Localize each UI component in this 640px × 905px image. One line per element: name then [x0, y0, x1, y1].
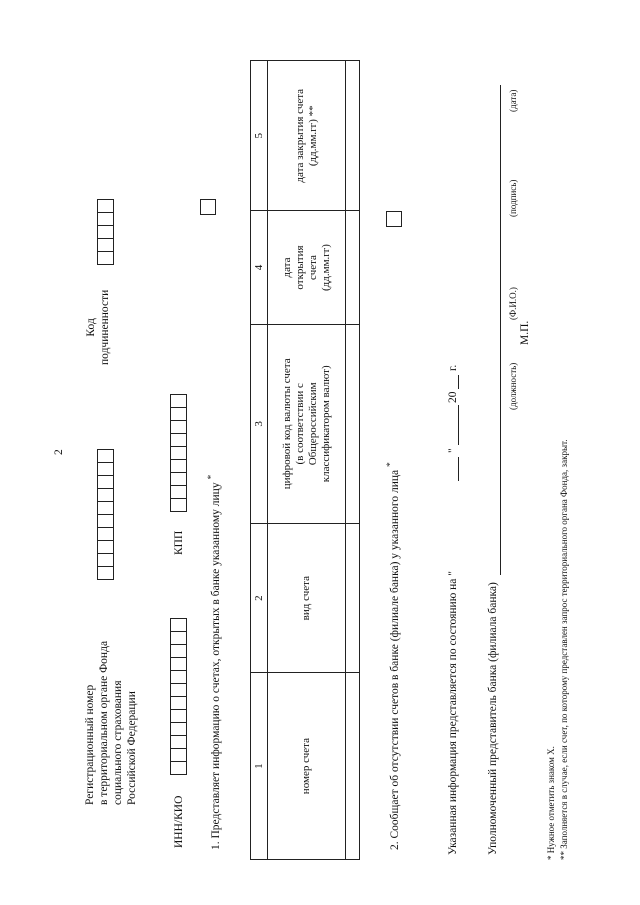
header-account-number — [268, 673, 346, 860]
kpp-cells[interactable] — [170, 394, 187, 512]
signature-caption: (подпись) — [508, 179, 518, 217]
col-number: 4 — [251, 211, 268, 324]
state-quote-close: " — [447, 448, 459, 453]
header-account-type — [268, 524, 346, 673]
footnote-2: ** Заполняется в случае, если счет, по которому представлен запрос территориального органа Фонда, закрыт. — [559, 439, 569, 860]
col-number: 5 — [251, 61, 268, 212]
table-cell[interactable] — [346, 673, 360, 860]
subordination-label — [84, 290, 112, 365]
header-line: цифровой код валюты счета — [280, 358, 293, 490]
reg-number-label — [83, 641, 139, 805]
header-close-date — [268, 61, 346, 212]
state-year-prefix: 20 — [447, 391, 459, 403]
fio-caption: (Ф.И.О.) — [508, 287, 518, 320]
header-line: номер счета — [300, 738, 312, 795]
header-line: вид счета — [300, 576, 312, 621]
header-line: (дд.мм.гг) ** — [306, 105, 319, 167]
inn-cells[interactable] — [170, 618, 187, 775]
header-line: дата закрытия счета — [293, 88, 306, 183]
header-line: дата — [280, 257, 293, 278]
kpp-label: КПП — [173, 530, 185, 555]
stamp-label: М.П. — [519, 320, 531, 345]
subordination-line: Код — [85, 318, 97, 337]
reg-number-cells[interactable] — [97, 449, 114, 580]
representative-signature-line[interactable] — [500, 85, 501, 575]
section2-text — [384, 462, 402, 850]
table-row[interactable] — [346, 61, 360, 860]
header-line: Общероссийским — [306, 382, 319, 466]
representative-label: Уполномоченный представитель банка (филиала банка) — [487, 582, 499, 855]
subordination-code-cells[interactable] — [97, 199, 114, 265]
accounts-table — [250, 60, 360, 860]
header-line: (дд.мм.гг) — [319, 244, 332, 291]
footnote-1: * Нужное отметить знаком X. — [546, 746, 556, 860]
section1-checkbox[interactable] — [200, 199, 216, 215]
year-underline[interactable] — [458, 375, 459, 389]
col-number: 2 — [251, 524, 268, 673]
section2-asterisk: * — [385, 462, 396, 467]
reg-label-line: Регистрационный номер — [84, 684, 96, 805]
header-line: классификатором валют) — [319, 365, 332, 483]
page-number: 2 — [53, 449, 65, 455]
section1-text — [205, 475, 223, 850]
month-underline[interactable] — [458, 405, 459, 445]
section1-label: 1. Представляет информацию о счетах, открытых в банке указанному лицу — [209, 482, 222, 850]
position-caption: (должность) — [508, 362, 518, 410]
section1-asterisk: * — [206, 474, 217, 480]
table-cell[interactable] — [346, 524, 360, 673]
reg-label-line: социального страхования — [112, 680, 124, 805]
date-caption: (дата) — [508, 89, 518, 112]
reg-label-line: Российской Федерации — [126, 691, 138, 805]
day-underline[interactable] — [458, 457, 459, 481]
header-line: (в соответствии с — [293, 383, 306, 465]
table-cell[interactable] — [346, 211, 360, 324]
header-line: открытия — [293, 245, 306, 290]
section2-label: 2. Сообщает об отсутствии счетов в банке (филиале банка) у указанного лица — [388, 469, 401, 850]
state-year-suffix: г. — [447, 364, 459, 371]
state-date-text: Указанная информация представляется по состоянию на " — [447, 571, 459, 855]
reg-label-line: в территориальном органе Фонда — [98, 640, 110, 805]
table-header-row — [268, 61, 346, 860]
header-open-date — [268, 211, 346, 324]
subordination-line: подчиненности — [99, 289, 111, 365]
table-number-row — [251, 61, 268, 860]
header-currency-code — [268, 324, 346, 524]
table-cell[interactable] — [346, 324, 360, 524]
col-number: 3 — [251, 324, 268, 524]
col-number: 1 — [251, 673, 268, 860]
section2-checkbox[interactable] — [386, 211, 402, 227]
inn-label: ИНН/КИО — [173, 795, 185, 848]
header-line: счета — [306, 255, 319, 280]
table-cell[interactable] — [346, 61, 360, 212]
